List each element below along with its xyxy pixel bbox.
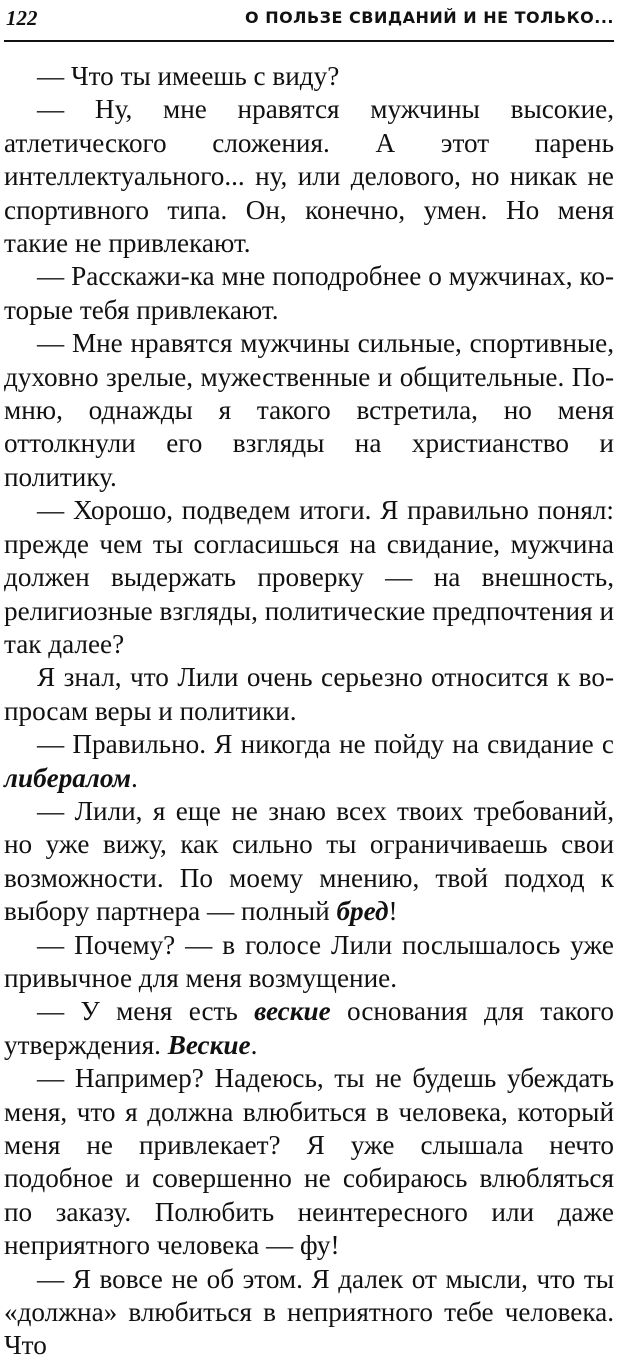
text-segment: — У меня есть — [37, 996, 255, 1027]
text-segment: Я знал, что Лили очень серьезно относится к вопросам веры и политики. — [4, 662, 614, 726]
text-segment: основания для такого утверждения. — [4, 996, 614, 1060]
paragraph — [4, 661, 614, 728]
paragraph — [4, 327, 614, 494]
paragraph — [4, 1062, 614, 1262]
paragraph — [4, 1263, 614, 1363]
paragraph — [4, 995, 614, 1062]
text-segment: — Мне нравятся мужчины сильные, спортивные, духовно зрелые, мужественные и общительные. Помню, однажды я такого встретила, но меня оттолкнули его взгляды на христианство и политику. — [4, 328, 614, 492]
paragraph — [4, 260, 614, 327]
text-segment: — Правильно. Я никогда не пойду на свидание с — [37, 729, 614, 760]
paragraph — [4, 728, 614, 795]
paragraph — [4, 93, 614, 260]
paragraph — [4, 60, 614, 93]
paragraph — [4, 494, 614, 661]
text-segment: ! — [388, 896, 398, 927]
body-text — [4, 60, 614, 1363]
emphasized-text: веские — [254, 996, 331, 1027]
text-segment: — Ну, мне нравятся мужчины высокие, атлетического сложения. А этот парень интеллектуального... ну, или делового, но никак не спортивного типа. Он, конечно, умен. Но меня такие не привлекают. — [4, 94, 614, 259]
text-segment: — Почему? — в голосе Лили послышалось уже привычное для меня возмущение. — [4, 929, 614, 993]
text-segment: . — [131, 762, 138, 793]
page-number: 122 — [6, 6, 38, 30]
emphasized-text: бред — [336, 896, 389, 927]
emphasized-text: либералом — [4, 762, 132, 793]
page-header — [4, 0, 614, 42]
text-segment: — Расскажи-ка мне поподробнее о мужчинах, которые тебя привлекают. — [4, 261, 614, 325]
text-segment: — Например? Надеюсь, ты не будешь убеждать меня, что я должна влюбиться в человека, который меня не привлекает? Я уже слышала нечто подобное и совершенно не собираюсь влюбляться по заказу. Полюбить неинтересного или даже неприятного человека — фу! — [4, 1063, 614, 1261]
paragraph — [4, 795, 614, 929]
emphasized-text: Веские — [167, 1029, 251, 1060]
text-segment: — Лили, я еще не знаю всех твоих требований, но уже вижу, как сильно ты ограничиваешь свои возможности. По моему мнению, твой подход к выбору партнера — полный — [4, 795, 614, 927]
running-title: О ПОЛЬЗЕ СВИДАНИЙ И НЕ ТОЛЬКО... — [245, 8, 614, 27]
text-segment: — Что ты имеешь с виду? — [37, 61, 340, 91]
text-segment: — Хорошо, подведем итоги. Я правильно понял: прежде чем ты согласишься на свидание, мужчина должен выдержать проверку — на внешность, религиозные взгляды, политические предпочтения и так далее? — [4, 495, 614, 659]
text-segment: . — [250, 1029, 258, 1060]
text-segment: — Я вовсе не об этом. Я далек от мысли, что ты «должна» влюбиться в неприятного тебе человека. Что — [4, 1263, 614, 1361]
paragraph — [4, 929, 614, 996]
